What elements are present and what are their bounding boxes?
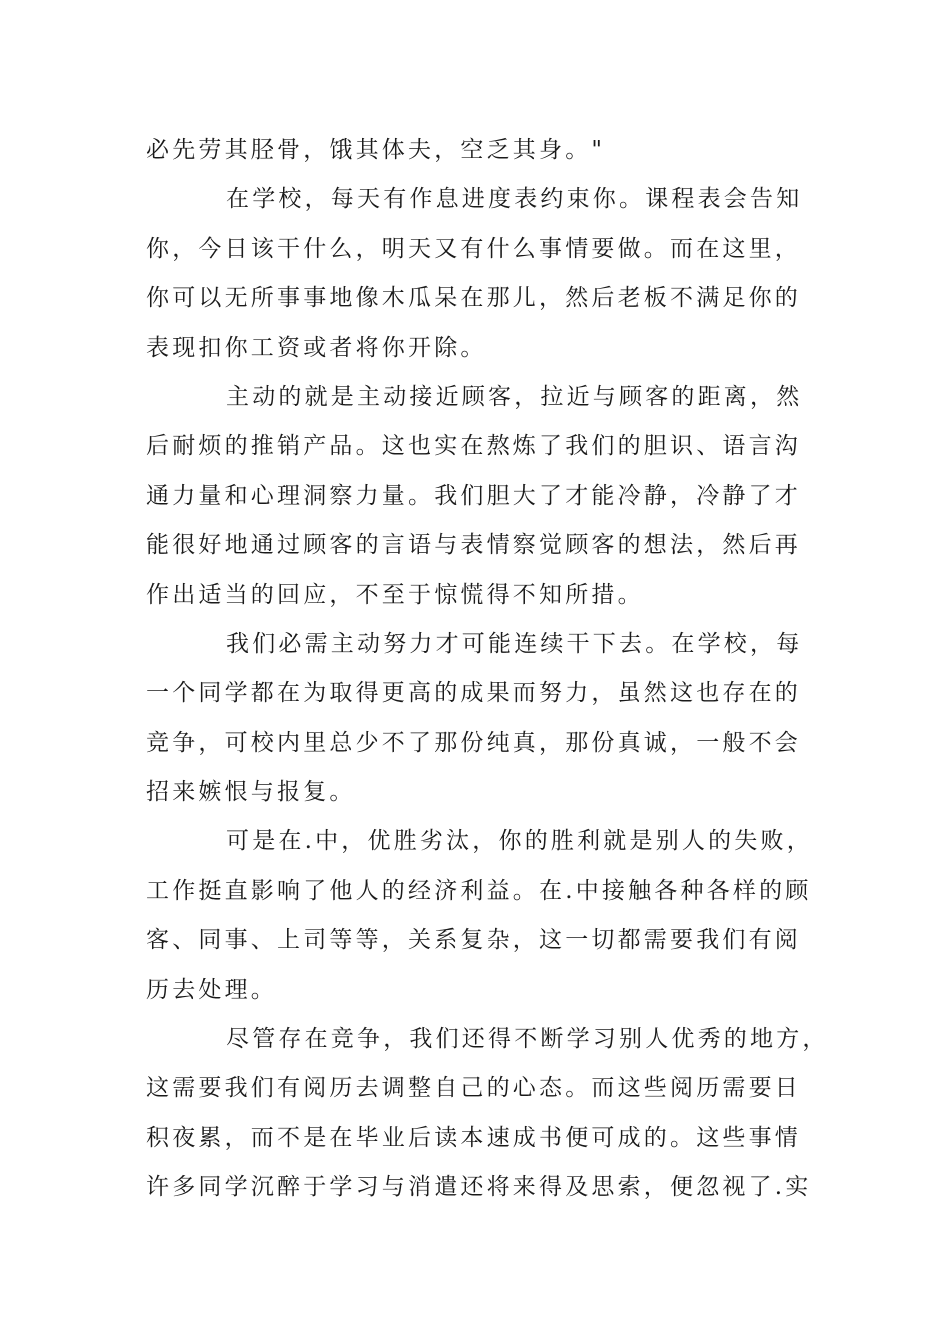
text-line: 一个同学都在为取得更高的成果而努力，虽然这也存在的 — [146, 680, 801, 707]
text-line: 表现扣你工资或者将你开除。 — [146, 334, 487, 361]
text-line: 在学校，每天有作息进度表约束你。课程表会告知 — [226, 186, 803, 213]
text-line: 通力量和心理洞察力量。我们胆大了才能冷静，冷静了才 — [146, 482, 801, 509]
text-line: 竞争，可校内里总少不了那份纯真，那份真诚，一般不会 — [146, 729, 801, 756]
text-line: 许多同学沉醉于学习与消遣还将来得及思索，便忽视了.实 — [146, 1174, 812, 1201]
text-line: 你，今日该干什么，明天又有什么事情要做。而在这里， — [146, 235, 801, 262]
text-line: 能很好地通过顾客的言语与表情察觉顾客的想法，然后再 — [146, 532, 801, 559]
text-line: 这需要我们有阅历去调整自己的心态。而这些阅历需要日 — [146, 1075, 801, 1102]
text-line: 历去处理。 — [146, 976, 277, 1003]
text-line: 客、同事、上司等等，关系复杂，这一切都需要我们有阅 — [146, 927, 801, 954]
text-line: 作出适当的回应，不至于惊慌得不知所措。 — [146, 581, 644, 608]
text-line: 主动的就是主动接近顾客，拉近与顾客的距离，然 — [226, 383, 803, 410]
text-line: 工作挺直影响了他人的经济利益。在.中接触各种各样的顾 — [146, 877, 812, 904]
text-line: 招来嫉恨与报复。 — [146, 779, 356, 806]
text-line: 可是在.中，优胜劣汰，你的胜利就是别人的失败， — [226, 828, 813, 855]
text-line: 后耐烦的推销产品。这也实在熬炼了我们的胆识、语言沟 — [146, 433, 801, 460]
text-line: 你可以无所事事地像木瓜呆在那儿，然后老板不满足你的 — [146, 285, 801, 312]
text-line: 积夜累，而不是在毕业后读本速成书便可成的。这些事情 — [146, 1124, 801, 1151]
text-line: 必先劳其胫骨，饿其体夫，空乏其身。" — [146, 137, 606, 163]
text-line: 我们必需主动努力才可能连续干下去。在学校，每 — [226, 630, 803, 657]
text-line: 尽管存在竞争，我们还得不断学习别人优秀的地方， — [226, 1026, 829, 1053]
document-body — [146, 126, 829, 1213]
